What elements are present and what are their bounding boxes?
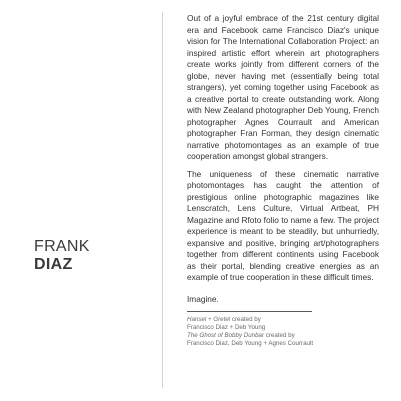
artist-name: [34, 238, 90, 274]
artist-last-name: DIAZ: [34, 256, 73, 273]
credit-1-names: Francisco Diaz + Deb Young: [187, 323, 266, 331]
credit-2-title: The Ghost of Bobby Dunbar: [187, 331, 265, 339]
horizontal-divider: [187, 311, 312, 312]
vertical-divider: [162, 12, 163, 388]
bio-text-column: [187, 13, 379, 348]
credit-2-suffix: created by: [264, 331, 295, 339]
bio-paragraph-2: The uniqueness of these cinematic narrative photomontages has caught the attention of prestigious online photographic magazines like Lenscratch, Lens Culture, Virtual Artbeat, PH Magazine and Rfoto folio to name a few. The project experience is meant to be steadily, but unhurriedly, expansive and positive, bringing art/photographers together from different continents using Facebook as their portal, blending creative energies as an example of true cooperation in these difficult times.: [187, 168, 379, 282]
credit-1-suffix: created by: [230, 315, 261, 323]
image-credit-2: [187, 332, 379, 348]
credit-1-title: Hansel + Gretel: [187, 315, 231, 323]
credit-2-names: Francisco Diaz, Deb Young + Agnes Courrault: [187, 340, 314, 348]
artist-first-name: FRANK: [34, 238, 90, 255]
closing-word: Imagine.: [187, 293, 219, 304]
image-credit-1: [187, 316, 379, 332]
bio-paragraph-1: Out of a joyful embrace of the 21st century digital era and Facebook came Francisco Diaz's unique vision for The International Collaboration Project: an inspired artistic effort wherein art photographers create works jointly from different corners of the globe, never having met (essentially being total strangers), yet coming together using Facebook as a creative portal to create outstanding work. Along with New Zealand photographer Deb Young, French photographer Agnes Courrault and American photographer Fran Forman, they design cinematic narrative photomontages as an example of true cooperation amongst global strangers.: [187, 13, 379, 161]
